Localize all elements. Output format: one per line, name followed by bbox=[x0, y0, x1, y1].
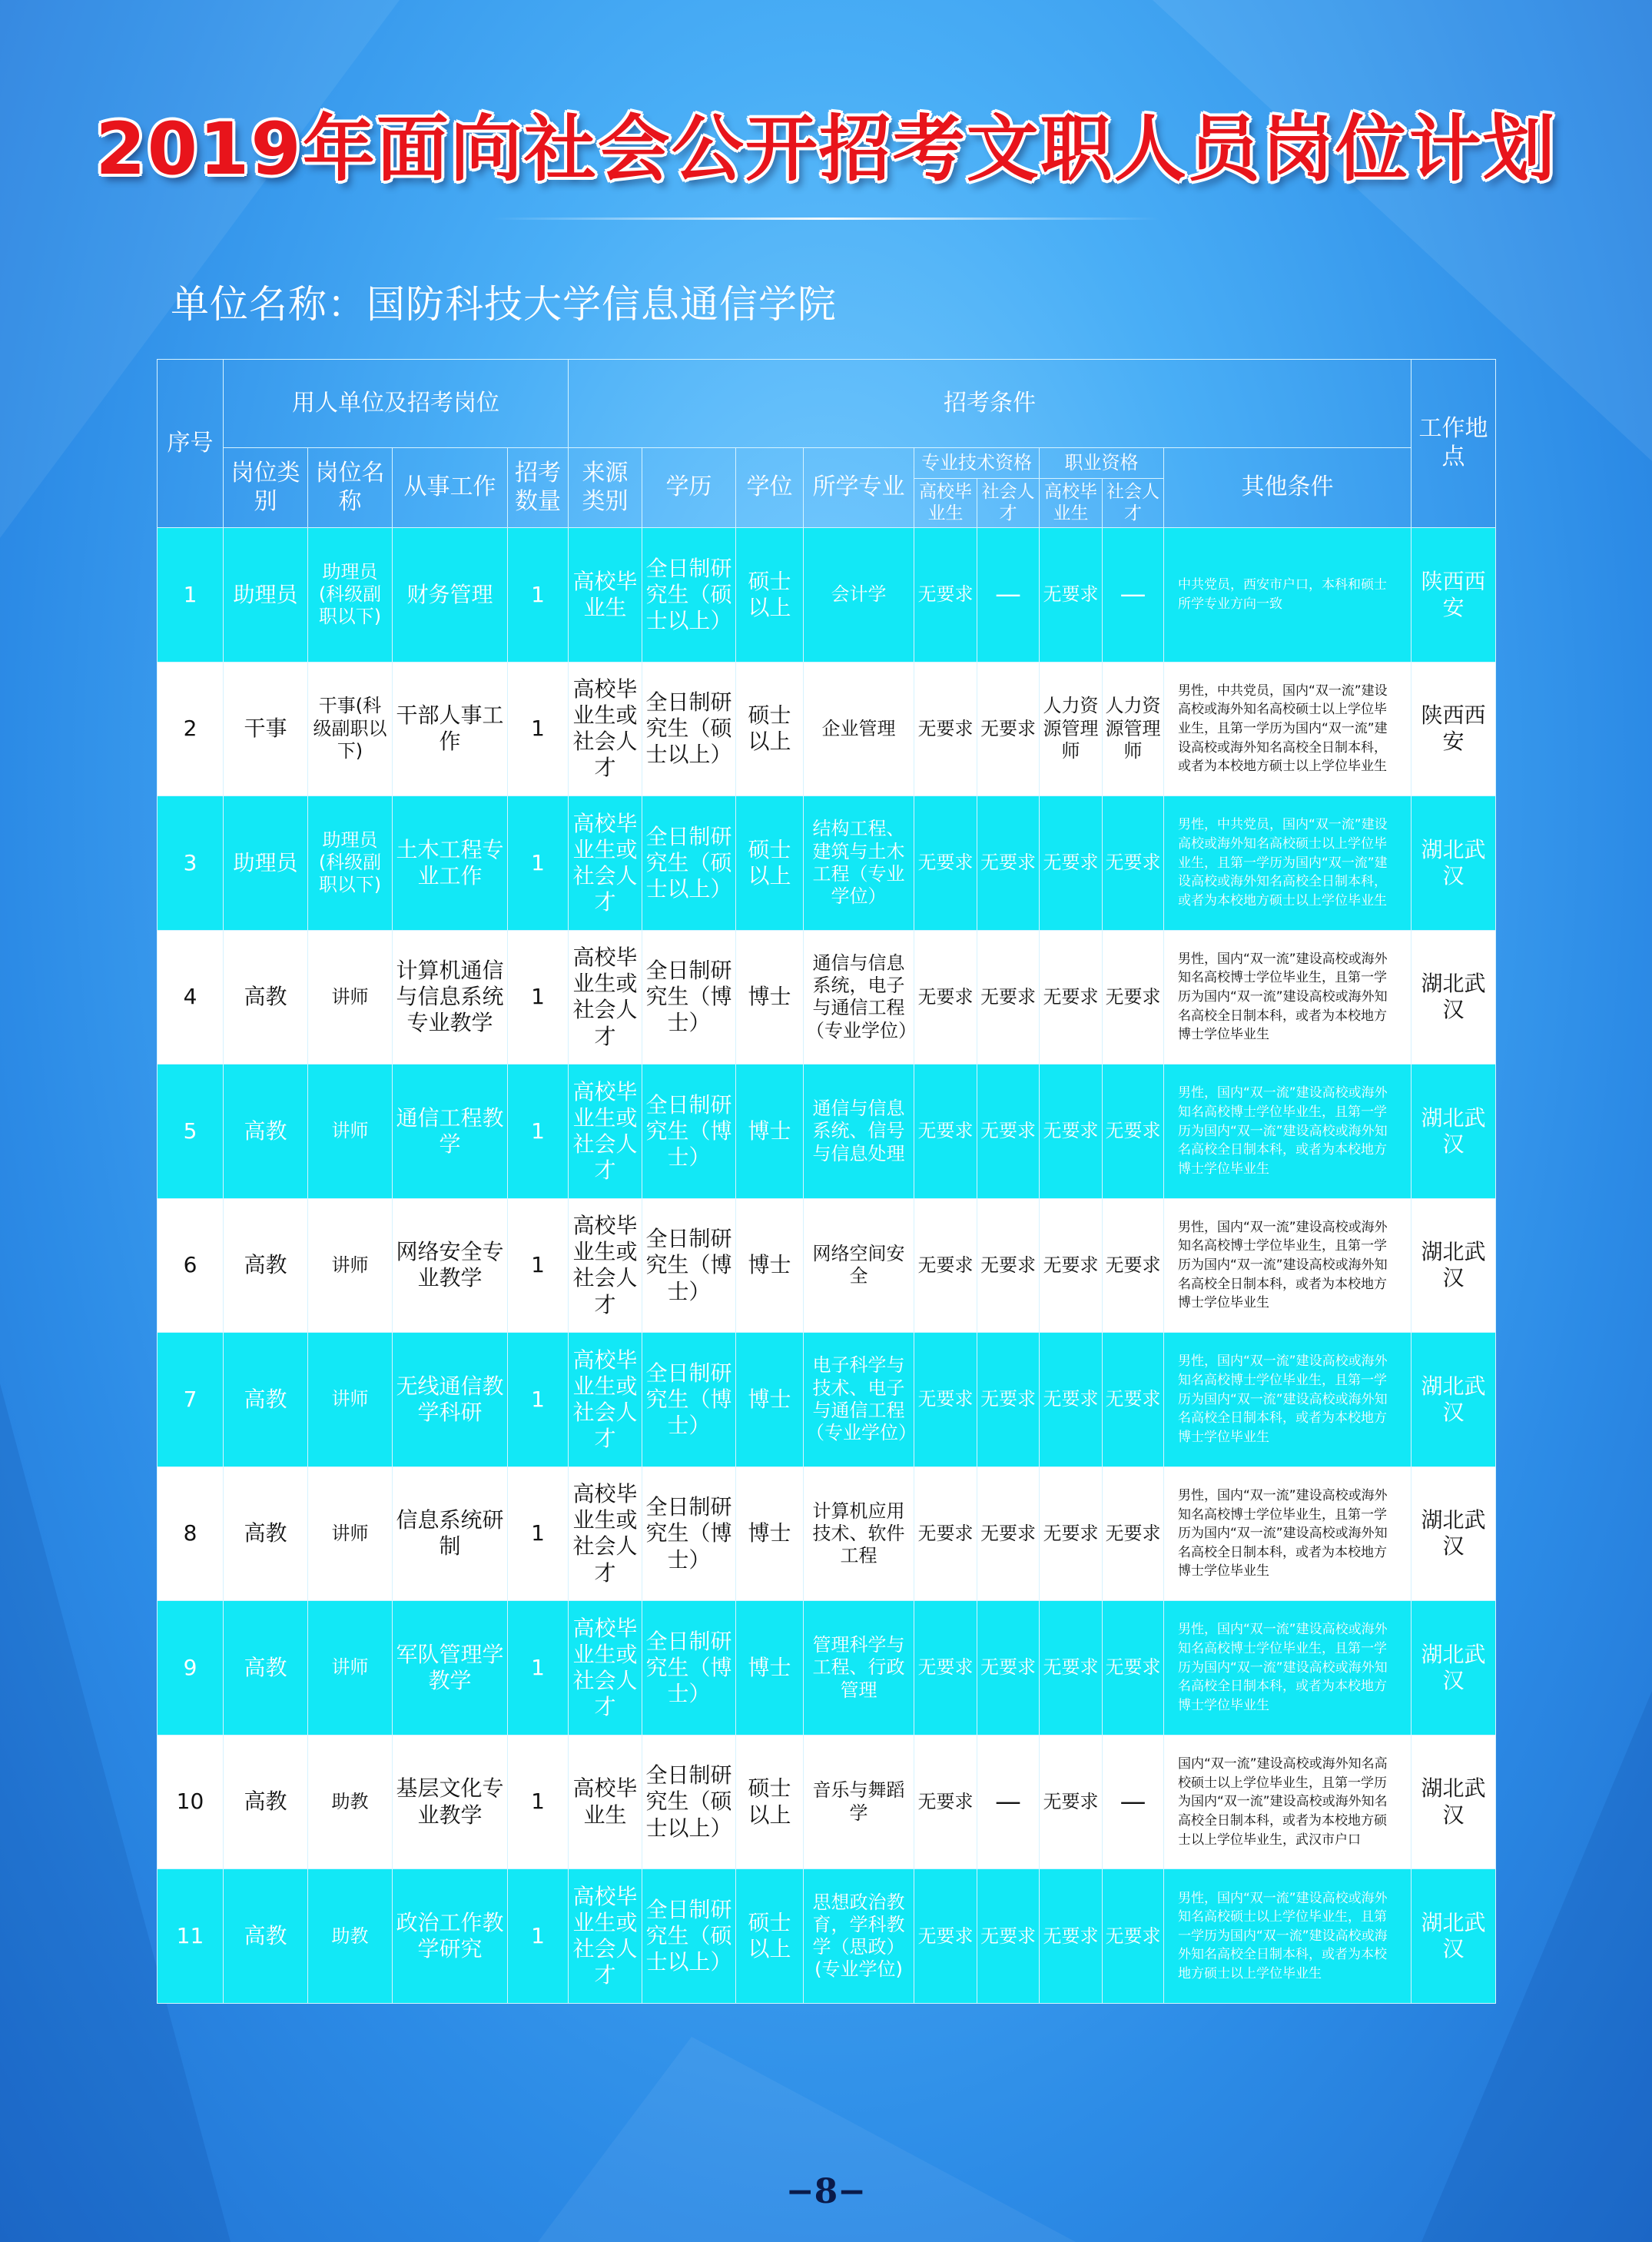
cell-count: 1 bbox=[508, 1735, 569, 1869]
cell-work: 通信工程教学 bbox=[393, 1065, 508, 1199]
header-job-grad: 高校毕业生 bbox=[1040, 479, 1103, 528]
cell-tech-grad: 无要求 bbox=[914, 662, 977, 796]
cell-seq: 4 bbox=[158, 930, 224, 1065]
cell-post-name: 讲师 bbox=[308, 1065, 393, 1199]
table-row bbox=[158, 930, 1496, 1065]
cell-seq: 2 bbox=[158, 662, 224, 796]
cell-tech-social: 无要求 bbox=[977, 1333, 1040, 1467]
cell-education: 全日制研究生（博士） bbox=[642, 1198, 736, 1333]
cell-job-grad: 人力资源管理师 bbox=[1040, 662, 1103, 796]
cell-seq: 3 bbox=[158, 796, 224, 931]
cell-education: 全日制研究生（博士） bbox=[642, 930, 736, 1065]
cell-post-name: 讲师 bbox=[308, 1333, 393, 1467]
header-education: 学历 bbox=[642, 448, 736, 528]
cell-count: 1 bbox=[508, 930, 569, 1065]
cell-source: 高校毕业生或社会人才 bbox=[569, 1601, 642, 1735]
header-location: 工作地点 bbox=[1411, 360, 1496, 528]
cell-source: 高校毕业生 bbox=[569, 528, 642, 663]
cell-major: 结构工程、建筑与土木工程（专业学位） bbox=[804, 796, 914, 931]
table-row bbox=[158, 1065, 1496, 1199]
header-job-social: 社会人才 bbox=[1103, 479, 1164, 528]
cell-tech-social: — bbox=[977, 528, 1040, 663]
cell-job-social: 无要求 bbox=[1103, 1466, 1164, 1601]
cell-other: 男性，中共党员，国内“双一流”建设高校或海外知名高校硕士以上学位毕业生，且第一学历为国内“双一流”建设高校或海外知名高校全日制本科，或者为本校地方硕士以上学位毕业生 bbox=[1164, 796, 1411, 931]
cell-degree: 硕士以上 bbox=[736, 528, 804, 663]
cell-post-type: 高教 bbox=[224, 1198, 308, 1333]
cell-education: 全日制研究生（博士） bbox=[642, 1466, 736, 1601]
cell-job-social: 无要求 bbox=[1103, 796, 1164, 931]
cell-seq: 6 bbox=[158, 1198, 224, 1333]
table-row bbox=[158, 662, 1496, 796]
cell-work: 政治工作教学研究 bbox=[393, 1869, 508, 2004]
cell-major: 通信与信息系统，电子与通信工程（专业学位） bbox=[804, 930, 914, 1065]
cell-tech-grad: 无要求 bbox=[914, 528, 977, 663]
cell-major: 管理科学与工程、行政管理 bbox=[804, 1601, 914, 1735]
cell-work: 基层文化专业教学 bbox=[393, 1735, 508, 1869]
table-row bbox=[158, 528, 1496, 663]
header-seq: 序号 bbox=[158, 360, 224, 528]
cell-post-name: 助教 bbox=[308, 1869, 393, 2004]
header-degree: 学位 bbox=[736, 448, 804, 528]
cell-count: 1 bbox=[508, 1065, 569, 1199]
cell-location: 湖北武汉 bbox=[1411, 1065, 1496, 1199]
cell-post-type: 干事 bbox=[224, 662, 308, 796]
cell-post-name: 讲师 bbox=[308, 930, 393, 1065]
cell-job-grad: 无要求 bbox=[1040, 1333, 1103, 1467]
header-count: 招考数量 bbox=[508, 448, 569, 528]
cell-job-social: 无要求 bbox=[1103, 1333, 1164, 1467]
cell-major: 通信与信息系统、信号与信息处理 bbox=[804, 1065, 914, 1199]
cell-degree: 硕士以上 bbox=[736, 1869, 804, 2004]
cell-major: 思想政治教育，学科教学（思政）(专业学位) bbox=[804, 1869, 914, 2004]
table-row bbox=[158, 1869, 1496, 2004]
cell-tech-grad: 无要求 bbox=[914, 1601, 977, 1735]
cell-education: 全日制研究生（硕士以上） bbox=[642, 796, 736, 931]
cell-education: 全日制研究生（硕士以上） bbox=[642, 662, 736, 796]
cell-post-name: 讲师 bbox=[308, 1466, 393, 1601]
cell-count: 1 bbox=[508, 662, 569, 796]
cell-tech-social: 无要求 bbox=[977, 930, 1040, 1065]
cell-source: 高校毕业生或社会人才 bbox=[569, 796, 642, 931]
cell-count: 1 bbox=[508, 1601, 569, 1735]
cell-seq: 11 bbox=[158, 1869, 224, 2004]
cell-tech-social: — bbox=[977, 1735, 1040, 1869]
table-row bbox=[158, 796, 1496, 931]
cell-job-grad: 无要求 bbox=[1040, 1198, 1103, 1333]
cell-seq: 10 bbox=[158, 1735, 224, 1869]
header-source: 来源类别 bbox=[569, 448, 642, 528]
cell-tech-grad: 无要求 bbox=[914, 1466, 977, 1601]
header-tech-qual: 专业技术资格 bbox=[914, 448, 1040, 479]
cell-source: 高校毕业生或社会人才 bbox=[569, 1065, 642, 1199]
cell-work: 无线通信教学科研 bbox=[393, 1333, 508, 1467]
cell-education: 全日制研究生（博士） bbox=[642, 1333, 736, 1467]
cell-work: 财务管理 bbox=[393, 528, 508, 663]
cell-post-type: 高教 bbox=[224, 1869, 308, 2004]
cell-seq: 1 bbox=[158, 528, 224, 663]
cell-post-name: 助教 bbox=[308, 1735, 393, 1869]
cell-major: 电子科学与技术、电子与通信工程（专业学位） bbox=[804, 1333, 914, 1467]
cell-location: 湖北武汉 bbox=[1411, 930, 1496, 1065]
cell-job-social: 人力资源管理师 bbox=[1103, 662, 1164, 796]
cell-tech-grad: 无要求 bbox=[914, 1869, 977, 2004]
cell-job-social: 无要求 bbox=[1103, 1198, 1164, 1333]
cell-post-type: 高教 bbox=[224, 930, 308, 1065]
cell-major: 音乐与舞蹈学 bbox=[804, 1735, 914, 1869]
cell-post-type: 高教 bbox=[224, 1601, 308, 1735]
cell-tech-grad: 无要求 bbox=[914, 1198, 977, 1333]
cell-job-social: — bbox=[1103, 1735, 1164, 1869]
cell-seq: 9 bbox=[158, 1601, 224, 1735]
cell-location: 陕西西安 bbox=[1411, 662, 1496, 796]
cell-other: 男性，国内“双一流”建设高校或海外知名高校博士学位毕业生，且第一学历为国内“双一流”建设高校或海外知名高校全日制本科，或者为本校地方博士学位毕业生 bbox=[1164, 1466, 1411, 1601]
cell-other: 中共党员，西安市户口，本科和硕士所学专业方向一致 bbox=[1164, 528, 1411, 663]
table-row bbox=[158, 1198, 1496, 1333]
cell-tech-grad: 无要求 bbox=[914, 1333, 977, 1467]
cell-seq: 7 bbox=[158, 1333, 224, 1467]
cell-major: 网络空间安全 bbox=[804, 1198, 914, 1333]
cell-other: 男性，中共党员，国内“双一流”建设高校或海外知名高校硕士以上学位毕业生，且第一学历为国内“双一流”建设高校或海外知名高校全日制本科，或者为本校地方硕士以上学位毕业生 bbox=[1164, 662, 1411, 796]
cell-job-grad: 无要求 bbox=[1040, 1735, 1103, 1869]
cell-education: 全日制研究生（硕士以上） bbox=[642, 1735, 736, 1869]
cell-job-grad: 无要求 bbox=[1040, 1601, 1103, 1735]
cell-post-name: 助理员(科级副职以下) bbox=[308, 528, 393, 663]
cell-count: 1 bbox=[508, 1198, 569, 1333]
cell-location: 陕西西安 bbox=[1411, 528, 1496, 663]
cell-source: 高校毕业生或社会人才 bbox=[569, 930, 642, 1065]
cell-post-type: 高教 bbox=[224, 1735, 308, 1869]
header-major: 所学专业 bbox=[804, 448, 914, 528]
cell-degree: 硕士以上 bbox=[736, 796, 804, 931]
header-post-name: 岗位名称 bbox=[308, 448, 393, 528]
page-title: 2019年面向社会公开招考文职人员岗位计划 bbox=[95, 108, 1557, 191]
cell-source: 高校毕业生 bbox=[569, 1735, 642, 1869]
cell-location: 湖北武汉 bbox=[1411, 1601, 1496, 1735]
page-number: −8− bbox=[785, 2172, 867, 2211]
cell-count: 1 bbox=[508, 528, 569, 663]
cell-seq: 5 bbox=[158, 1065, 224, 1199]
cell-source: 高校毕业生或社会人才 bbox=[569, 662, 642, 796]
table-row bbox=[158, 1601, 1496, 1735]
header-other: 其他条件 bbox=[1164, 448, 1411, 528]
header-tech-grad: 高校毕业生 bbox=[914, 479, 977, 528]
cell-job-social: 无要求 bbox=[1103, 1065, 1164, 1199]
header-condition-group: 招考条件 bbox=[569, 360, 1411, 448]
cell-tech-grad: 无要求 bbox=[914, 1735, 977, 1869]
cell-tech-grad: 无要求 bbox=[914, 796, 977, 931]
cell-job-grad: 无要求 bbox=[1040, 528, 1103, 663]
cell-post-type: 高教 bbox=[224, 1065, 308, 1199]
cell-job-grad: 无要求 bbox=[1040, 796, 1103, 931]
position-plan-table bbox=[157, 359, 1496, 2004]
cell-degree: 博士 bbox=[736, 1333, 804, 1467]
header-tech-social: 社会人才 bbox=[977, 479, 1040, 528]
cell-location: 湖北武汉 bbox=[1411, 1333, 1496, 1467]
cell-degree: 博士 bbox=[736, 930, 804, 1065]
table-row bbox=[158, 1735, 1496, 1869]
unit-name: 单位名称：国防科技大学信息通信学院 bbox=[171, 282, 837, 327]
cell-location: 湖北武汉 bbox=[1411, 1869, 1496, 2004]
cell-degree: 硕士以上 bbox=[736, 1735, 804, 1869]
cell-degree: 博士 bbox=[736, 1198, 804, 1333]
cell-count: 1 bbox=[508, 1333, 569, 1467]
cell-education: 全日制研究生（硕士以上） bbox=[642, 528, 736, 663]
cell-post-name: 助理员(科级副职以下) bbox=[308, 796, 393, 931]
cell-source: 高校毕业生或社会人才 bbox=[569, 1198, 642, 1333]
cell-location: 湖北武汉 bbox=[1411, 796, 1496, 931]
cell-source: 高校毕业生或社会人才 bbox=[569, 1466, 642, 1601]
table-row bbox=[158, 1466, 1496, 1601]
cell-other: 男性，国内“双一流”建设高校或海外知名高校博士学位毕业生，且第一学历为国内“双一流”建设高校或海外知名高校全日制本科，或者为本校地方博士学位毕业生 bbox=[1164, 1333, 1411, 1467]
cell-degree: 博士 bbox=[736, 1601, 804, 1735]
title-divider bbox=[492, 218, 1160, 220]
cell-education: 全日制研究生（博士） bbox=[642, 1065, 736, 1199]
cell-work: 计算机通信与信息系统专业教学 bbox=[393, 930, 508, 1065]
cell-post-name: 讲师 bbox=[308, 1601, 393, 1735]
cell-tech-social: 无要求 bbox=[977, 796, 1040, 931]
cell-major: 会计学 bbox=[804, 528, 914, 663]
cell-other: 男性，国内“双一流”建设高校或海外知名高校博士学位毕业生，且第一学历为国内“双一流”建设高校或海外知名高校全日制本科，或者为本校地方博士学位毕业生 bbox=[1164, 1198, 1411, 1333]
cell-tech-social: 无要求 bbox=[977, 1466, 1040, 1601]
cell-post-name: 讲师 bbox=[308, 1198, 393, 1333]
cell-job-grad: 无要求 bbox=[1040, 1869, 1103, 2004]
cell-degree: 博士 bbox=[736, 1466, 804, 1601]
cell-education: 全日制研究生（硕士以上） bbox=[642, 1869, 736, 2004]
cell-post-type: 助理员 bbox=[224, 528, 308, 663]
cell-other: 男性，国内“双一流”建设高校或海外知名高校博士学位毕业生，且第一学历为国内“双一流”建设高校或海外知名高校全日制本科，或者为本校地方博士学位毕业生 bbox=[1164, 1065, 1411, 1199]
cell-tech-social: 无要求 bbox=[977, 662, 1040, 796]
cell-other: 国内“双一流”建设高校或海外知名高校硕士以上学位毕业生，且第一学历为国内“双一流”建设高校或海外知名高校全日制本科，或者为本校地方硕士以上学位毕业生，武汉市户口 bbox=[1164, 1735, 1411, 1869]
table-body bbox=[158, 528, 1496, 2004]
cell-work: 网络安全专业教学 bbox=[393, 1198, 508, 1333]
cell-work: 土木工程专业工作 bbox=[393, 796, 508, 931]
header-post-group: 用人单位及招考岗位 bbox=[224, 360, 569, 448]
cell-degree: 博士 bbox=[736, 1065, 804, 1199]
cell-job-social: — bbox=[1103, 528, 1164, 663]
cell-tech-social: 无要求 bbox=[977, 1869, 1040, 2004]
cell-other: 男性，国内“双一流”建设高校或海外知名高校硕士以上学位毕业生，且第一学历为国内“双一流”建设高校或海外知名高校全日制本科，或者为本校地方硕士以上学位毕业生 bbox=[1164, 1869, 1411, 2004]
cell-tech-grad: 无要求 bbox=[914, 1065, 977, 1199]
cell-count: 1 bbox=[508, 1466, 569, 1601]
cell-work: 信息系统研制 bbox=[393, 1466, 508, 1601]
cell-source: 高校毕业生或社会人才 bbox=[569, 1869, 642, 2004]
cell-work: 军队管理学教学 bbox=[393, 1601, 508, 1735]
cell-location: 湖北武汉 bbox=[1411, 1735, 1496, 1869]
cell-count: 1 bbox=[508, 1869, 569, 2004]
cell-location: 湖北武汉 bbox=[1411, 1466, 1496, 1601]
cell-job-grad: 无要求 bbox=[1040, 1065, 1103, 1199]
cell-job-grad: 无要求 bbox=[1040, 1466, 1103, 1601]
cell-job-social: 无要求 bbox=[1103, 1869, 1164, 2004]
cell-job-social: 无要求 bbox=[1103, 930, 1164, 1065]
cell-location: 湖北武汉 bbox=[1411, 1198, 1496, 1333]
header-work: 从事工作 bbox=[393, 448, 508, 528]
cell-other: 男性，国内“双一流”建设高校或海外知名高校博士学位毕业生，且第一学历为国内“双一流”建设高校或海外知名高校全日制本科，或者为本校地方博士学位毕业生 bbox=[1164, 1601, 1411, 1735]
cell-tech-social: 无要求 bbox=[977, 1601, 1040, 1735]
table-row bbox=[158, 1333, 1496, 1467]
cell-job-social: 无要求 bbox=[1103, 1601, 1164, 1735]
cell-work: 干部人事工作 bbox=[393, 662, 508, 796]
cell-post-type: 助理员 bbox=[224, 796, 308, 931]
cell-source: 高校毕业生或社会人才 bbox=[569, 1333, 642, 1467]
header-job-qual: 职业资格 bbox=[1040, 448, 1164, 479]
cell-count: 1 bbox=[508, 796, 569, 931]
cell-post-type: 高教 bbox=[224, 1333, 308, 1467]
cell-post-type: 高教 bbox=[224, 1466, 308, 1601]
cell-job-grad: 无要求 bbox=[1040, 930, 1103, 1065]
cell-education: 全日制研究生（博士） bbox=[642, 1601, 736, 1735]
cell-tech-grad: 无要求 bbox=[914, 930, 977, 1065]
cell-seq: 8 bbox=[158, 1466, 224, 1601]
cell-other: 男性，国内“双一流”建设高校或海外知名高校博士学位毕业生，且第一学历为国内“双一流”建设高校或海外知名高校全日制本科，或者为本校地方博士学位毕业生 bbox=[1164, 930, 1411, 1065]
header-post-type: 岗位类别 bbox=[224, 448, 308, 528]
cell-degree: 硕士以上 bbox=[736, 662, 804, 796]
cell-major: 计算机应用技术、软件工程 bbox=[804, 1466, 914, 1601]
cell-tech-social: 无要求 bbox=[977, 1198, 1040, 1333]
cell-major: 企业管理 bbox=[804, 662, 914, 796]
cell-tech-social: 无要求 bbox=[977, 1065, 1040, 1199]
cell-post-name: 干事(科级副职以下) bbox=[308, 662, 393, 796]
